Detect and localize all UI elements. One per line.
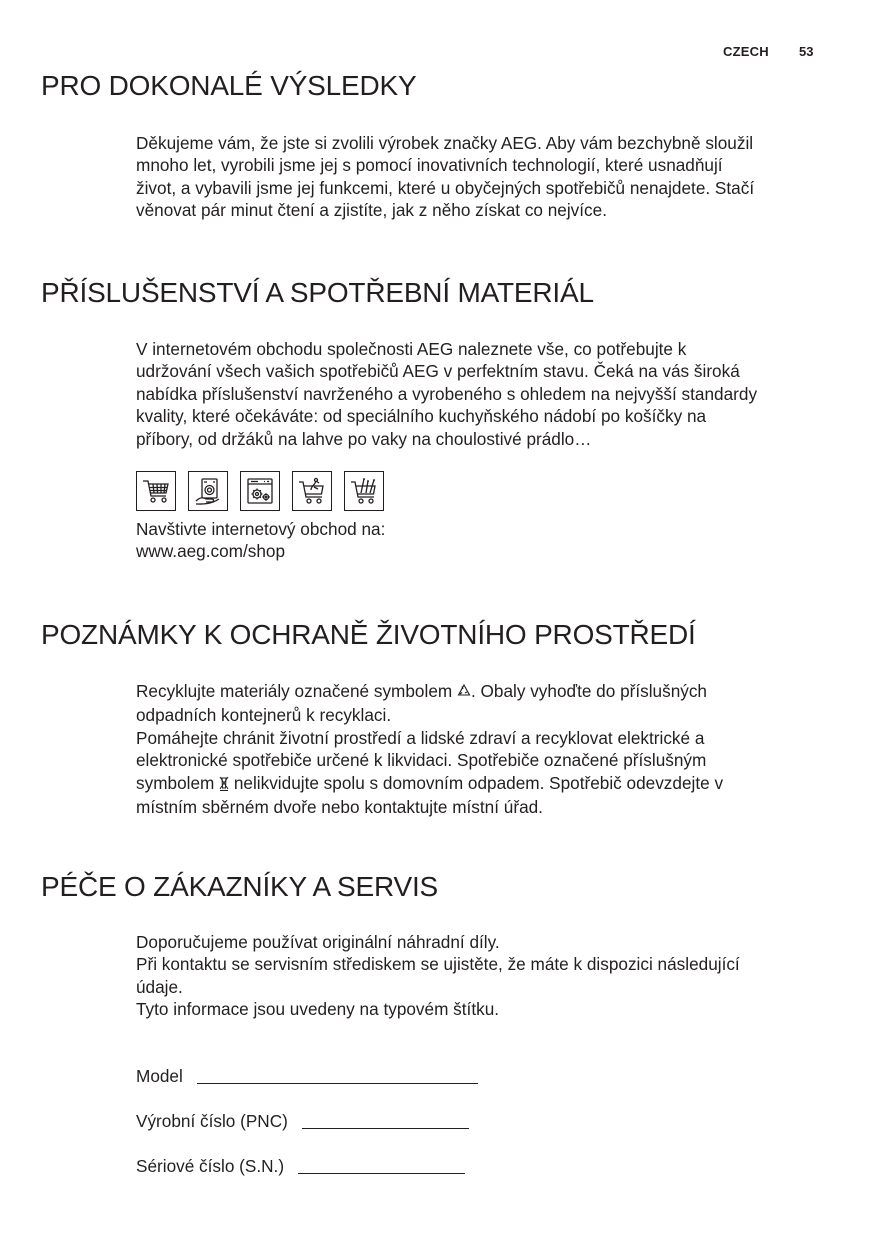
text-line: místním sběrném dvoře nebo kontaktujte místní úřad. (136, 797, 543, 818)
pnc-blank-line[interactable] (302, 1127, 469, 1129)
page-number: 53 (799, 44, 814, 59)
text-line: V internetovém obchodu společnosti AEG naleznete vše, co potřebujte k (136, 339, 687, 359)
shop-visit-text (136, 518, 826, 563)
model-blank-line[interactable] (197, 1082, 478, 1084)
environment-paragraph (136, 680, 826, 818)
text-segment: . Obaly vyhoďte do příslušných (470, 681, 707, 701)
text-line: odpadních kontejnerů k recyklaci. (136, 705, 392, 726)
cart-parts-icon (292, 471, 332, 511)
text-line: Doporučujeme používat originální náhradní díly. (136, 932, 500, 952)
shop-url-link[interactable]: www.aeg.com/shop (136, 541, 286, 562)
text-line (136, 680, 826, 704)
customer-care-paragraph (136, 931, 826, 1021)
pnc-label: Výrobní číslo (PNC) (136, 1111, 288, 1131)
shop-icons-row (136, 471, 396, 511)
serial-field (136, 1156, 465, 1177)
text-line: elektronické spotřebiče určené k likvidaci. Spotřebiče označené příslušným (136, 750, 707, 771)
text-line: Navštivte internetový obchod na: (136, 519, 386, 539)
section-title-environment: POZNÁMKY K OCHRANĚ ŽIVOTNÍHO PROSTŘEDÍ (41, 619, 696, 650)
text-line: údaje. (136, 976, 183, 997)
model-label: Model (136, 1066, 183, 1086)
appliance-gears-icon (240, 471, 280, 511)
text-segment: symbolem (136, 772, 220, 793)
recycling-icon (457, 682, 471, 704)
text-line: Při kontaktu se servisním střediskem se ujistěte, že máte k dispozici následující (136, 954, 740, 975)
text-line: nabídka příslušenství navrženého a vyrobeného s ohledem na nejvyšší standardy (136, 383, 758, 404)
text-segment: Recyklujte materiály označené symbolem (136, 681, 457, 701)
model-field (136, 1066, 478, 1087)
text-line: kvality, které očekáváte: od speciálního kuchyňského nádobí po košíčky na (136, 406, 707, 427)
section-title-accessories: PŘÍSLUŠENSTVÍ A SPOTŘEBNÍ MATERIÁL (41, 277, 594, 308)
text-line: příbory, od držáků na lahve po vaky na choulostivé prádlo… (136, 428, 592, 449)
section-title-results: PRO DOKONALÉ VÝSLEDKY (41, 70, 417, 101)
text-line: věnovat pár minut čtení a zjistíte, jak z něho získat co nejvíce. (136, 200, 607, 221)
text-line: Pomáhejte chránit životní prostředí a lidské zdraví a recyklovat elektrické a (136, 727, 705, 748)
header-language: CZECH (723, 44, 769, 59)
text-line: udržování všech vašich spotřebičů AEG v perfektním stavu. Čeká na vás široká (136, 361, 740, 382)
text-segment: nelikvidujte spolu s domovním odpadem. Spotřebič odevzdejte v (229, 772, 724, 793)
washing-machine-hand-icon (188, 471, 228, 511)
shopping-cart-icon (136, 471, 176, 511)
text-line: život, a vybavili jsme jej funkcemi, které u obyčejných spotřebičů nenajdete. Stačí (136, 177, 755, 198)
section-title-customer-care: PÉČE O ZÁKAZNÍKY A SERVIS (41, 871, 439, 902)
pnc-field (136, 1111, 469, 1132)
text-line: Tyto informace jsou uvedeny na typovém štítku. (136, 999, 500, 1020)
serial-blank-line[interactable] (298, 1172, 465, 1174)
text-line: Děkujeme vám, že jste si zvolili výrobek značky AEG. Aby vám bezchybně sloužil (136, 133, 754, 153)
crossed-bin-icon (219, 774, 229, 796)
intro-paragraph (136, 132, 826, 222)
serial-label: Sériové číslo (S.N.) (136, 1156, 285, 1176)
text-line (136, 772, 826, 796)
text-line: mnoho let, vyrobili jsme jej s pomocí inovativních technologií, které usnadňují (136, 155, 723, 176)
accessories-paragraph (136, 338, 826, 450)
cart-accessories-icon (344, 471, 384, 511)
